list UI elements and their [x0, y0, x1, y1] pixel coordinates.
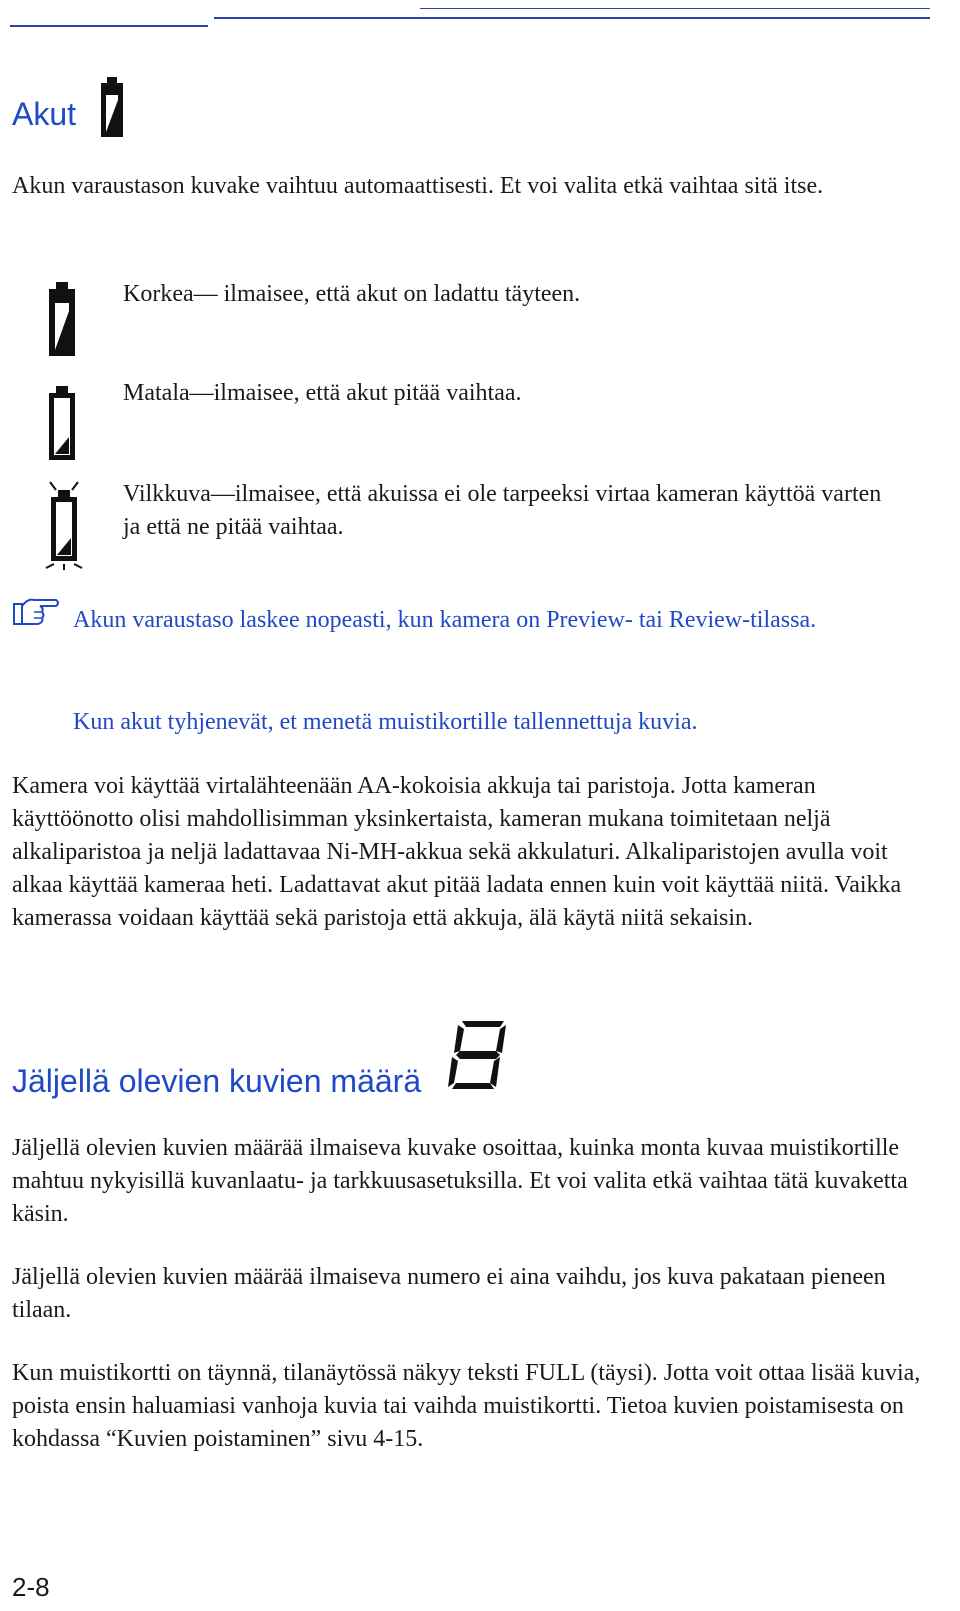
- battery-full-icon: [46, 281, 78, 362]
- battery-full-icon: [98, 76, 126, 143]
- header-rule-right-top: [420, 8, 930, 9]
- battery-low-icon: [46, 385, 78, 466]
- page-number: 2-8: [12, 1572, 50, 1602]
- section-title-battery: Akut: [12, 96, 77, 132]
- state-high-text: Korkea— ilmaisee, että akut on ladattu täyteen.: [123, 281, 581, 307]
- battery-blinking-icon: [42, 480, 86, 577]
- seven-segment-digit-icon: [446, 1017, 508, 1098]
- battery-intro: Akun varaustason kuvake vaihtuu automaattisesti. Et voi valita etkä vaihtaa sitä itse.: [12, 173, 824, 199]
- header-rule-left: [10, 25, 208, 27]
- note-battery-drain: Akun varaustaso laskee nopeasti, kun kamera on Preview- tai Review-tilassa.: [73, 607, 817, 633]
- remaining-paragraph-1: Jäljellä olevien kuvien määrää ilmaiseva kuvake osoittaa, kuinka monta kuvaa muistikortille mahtuu nykyisillä kuvanlaatu- ja tarkkuusasetuksilla. Et voi valita etkä vaihtaa tätä kuvaketta käsin.: [12, 1135, 908, 1227]
- note-images-kept: Kun akut tyhjenevät, et menetä muistikortille tallennettuja kuvia.: [73, 709, 698, 735]
- remaining-paragraph-2: Jäljellä olevien kuvien määrää ilmaiseva numero ei aina vaihdu, jos kuva pakataan pieneen tilaan.: [12, 1264, 886, 1323]
- remaining-paragraph-3: Kun muistikortti on täynnä, tilanäytössä näkyy teksti FULL (täysi). Jotta voit ottaa lisää kuvia, poista ensin haluamiasi vanhoja kuvia tai vaihda muistikortti. Tietoa kuvien poistamisesta on kohdassa “Kuvien poistaminen” sivu 4-15.: [12, 1360, 921, 1452]
- battery-body-text: Kamera voi käyttää virtalähteenään AA-kokoisia akkuja tai paristoja. Jotta kameran käyttöönotto olisi mahdollisimman yksinkertaista, kameran mukana toimitetaan neljä alkaliparistoa ja neljä ladattavaa Ni-MH-akkua sekä akkulaturi. Alkaliparistojen avulla voit alkaa käyttää kameraa heti. Ladattavat akut pitää ladata ennen kuin voit käyttää niitä. Vaikka kamerassa voidaan käyttää sekä paristoja että akkuja, älä käytä niitä sekaisin.: [12, 773, 902, 931]
- pointing-hand-icon: [12, 594, 60, 633]
- state-low-text: Matala—ilmaisee, että akut pitää vaihtaa.: [123, 380, 522, 406]
- state-blinking-text: Vilkkuva—ilmaisee, että akuissa ei ole tarpeeksi virtaa kameran käyttöä varten ja että ne pitää vaihtaa.: [123, 481, 882, 540]
- section-title-remaining: Jäljellä olevien kuvien määrä: [12, 1063, 422, 1099]
- header-rule-right: [214, 17, 930, 19]
